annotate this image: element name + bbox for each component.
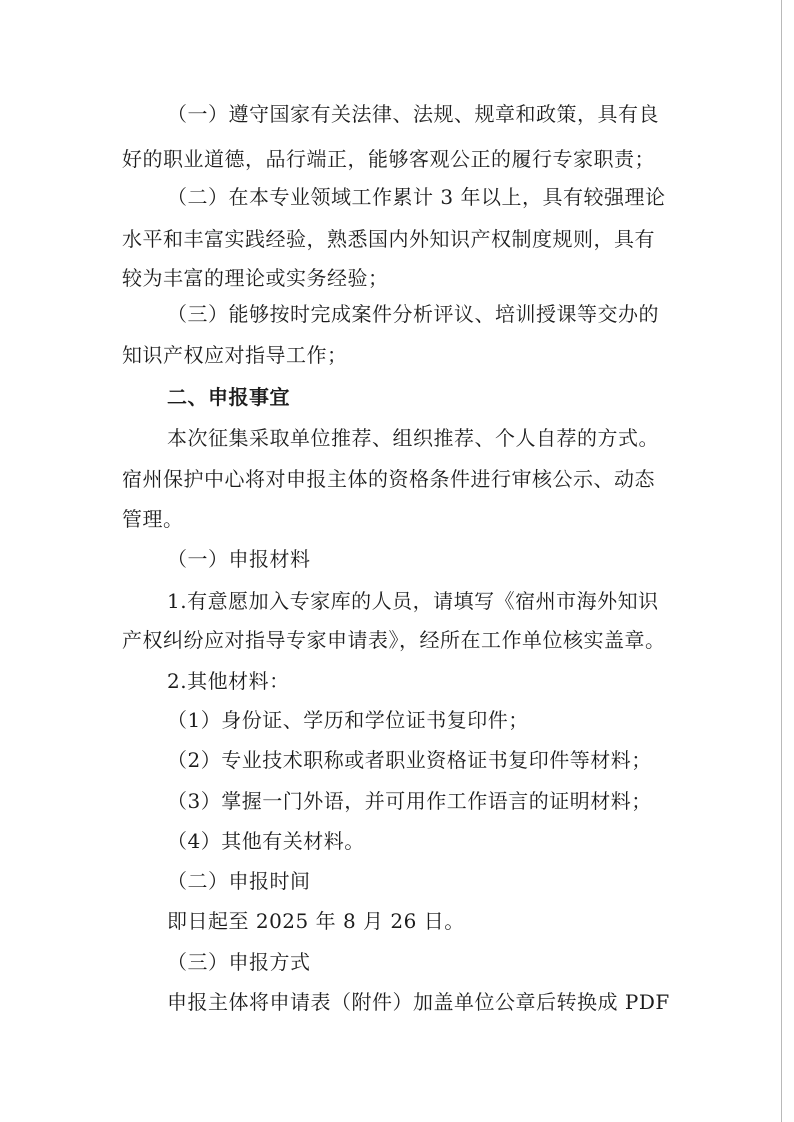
para-line-14: 产权纠纷应对指导专家申请表》，经所在工作单位核实盖章。 xyxy=(122,628,666,652)
para-line-10: 宿州保护中心将对申报主体的资格条件进行审核公示、动态 xyxy=(122,467,655,491)
para-line-4: 水平和丰富实践经验，熟悉国内外知识产权制度规则，具有 xyxy=(122,227,655,251)
para-line-6: （三）能够按时完成案件分析评议、培训授课等交办的 xyxy=(167,302,659,326)
subheading-materials: （一）申报材料 xyxy=(167,547,311,571)
list-item-3: （3）掌握一门外语，并可用作工作语言的证明材料； xyxy=(167,789,652,813)
para-line-23: 申报主体将申请表（附件）加盖单位公章后转换成 PDF xyxy=(167,990,670,1014)
para-line-2: 好的职业道德，品行端正，能够客观公正的履行专家职责； xyxy=(122,147,655,171)
para-line-15: 2.其他材料： xyxy=(167,669,290,693)
subheading-time: （二）申报时间 xyxy=(167,869,311,893)
para-line-7: 知识产权应对指导工作； xyxy=(122,343,348,367)
section-heading: 二、申报事宜 xyxy=(167,385,290,409)
scan-edge-line xyxy=(781,0,782,1122)
para-line-5: 较为丰富的理论或实务经验； xyxy=(122,266,389,290)
para-line-1: （一）遵守国家有关法律、法规、规章和政策，具有良 xyxy=(167,102,659,126)
para-line-3: （二）在本专业领域工作累计 3 年以上，具有较强理论 xyxy=(167,185,666,209)
para-line-11: 管理。 xyxy=(122,507,184,531)
subheading-method: （三）申报方式 xyxy=(167,950,311,974)
list-item-1: （1）身份证、学历和学位证书复印件； xyxy=(167,708,529,732)
para-line-13: 1.有意愿加入专家库的人员，请填写《宿州市海外知识 xyxy=(167,589,659,613)
list-item-4: （4）其他有关材料。 xyxy=(167,829,365,853)
list-item-2: （2）专业技术职称或者职业资格证书复印件等材料； xyxy=(167,748,652,772)
deadline-text: 即日起至 2025 年 8 月 26 日。 xyxy=(167,909,465,933)
para-line-9: 本次征集采取单位推荐、组织推荐、个人自荐的方式。 xyxy=(167,426,659,450)
